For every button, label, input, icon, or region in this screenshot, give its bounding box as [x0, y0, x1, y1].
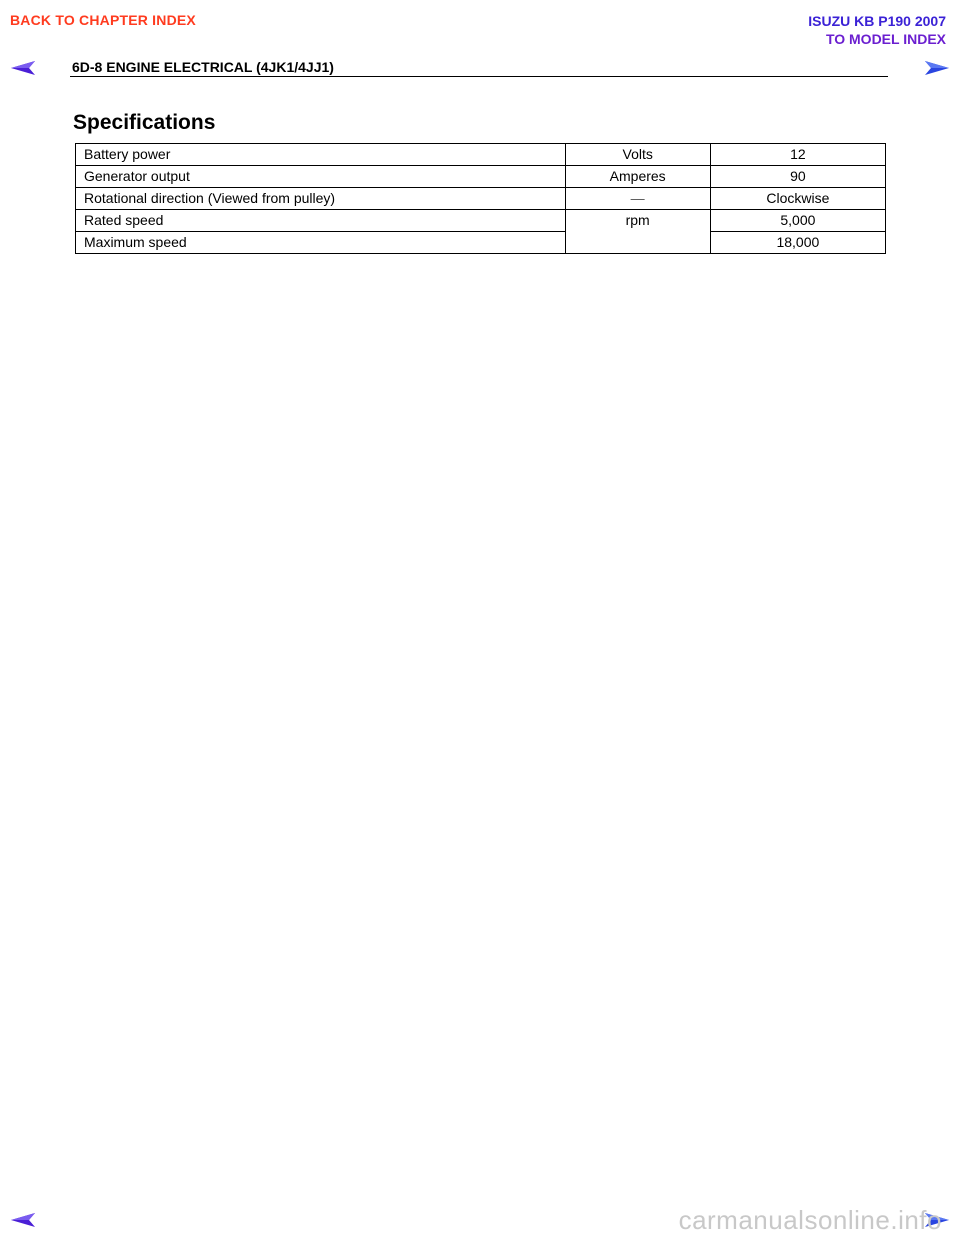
model-links	[808, 12, 946, 48]
table-row	[76, 188, 886, 210]
spec-value: 18,000	[710, 232, 885, 254]
table-row	[76, 232, 886, 254]
spec-value: 5,000	[710, 210, 885, 232]
spec-item: Maximum speed	[76, 232, 566, 254]
spec-unit: Volts	[565, 144, 710, 166]
model-title-link[interactable]: ISUZU KB P190 2007	[808, 13, 946, 29]
spec-unit: Amperes	[565, 166, 710, 188]
specifications-table	[75, 143, 886, 254]
spec-unit: —	[565, 188, 710, 210]
section-header: 6D-8 ENGINE ELECTRICAL (4JK1/4JJ1)	[72, 59, 334, 75]
spec-value: 90	[710, 166, 885, 188]
spec-item: Rotational direction (Viewed from pulley)	[76, 188, 566, 210]
spec-unit: rpm	[565, 210, 710, 254]
spec-item: Battery power	[76, 144, 566, 166]
page-title: Specifications	[73, 111, 216, 134]
spec-item: Rated speed	[76, 210, 566, 232]
table-row	[76, 210, 886, 232]
spec-value: Clockwise	[710, 188, 885, 210]
table-row	[76, 144, 886, 166]
back-to-chapter-index-link[interactable]: BACK TO CHAPTER INDEX	[10, 12, 196, 28]
watermark: carmanualsonline.info	[678, 1205, 942, 1235]
to-model-index-link[interactable]: TO MODEL INDEX	[825, 31, 946, 47]
next-page-arrow-icon[interactable]	[924, 60, 950, 76]
spec-item: Generator output	[76, 166, 566, 188]
prev-page-arrow-bottom-icon[interactable]	[10, 1212, 36, 1228]
prev-page-arrow-icon[interactable]	[10, 60, 36, 76]
spec-value: 12	[710, 144, 885, 166]
table-row	[76, 166, 886, 188]
